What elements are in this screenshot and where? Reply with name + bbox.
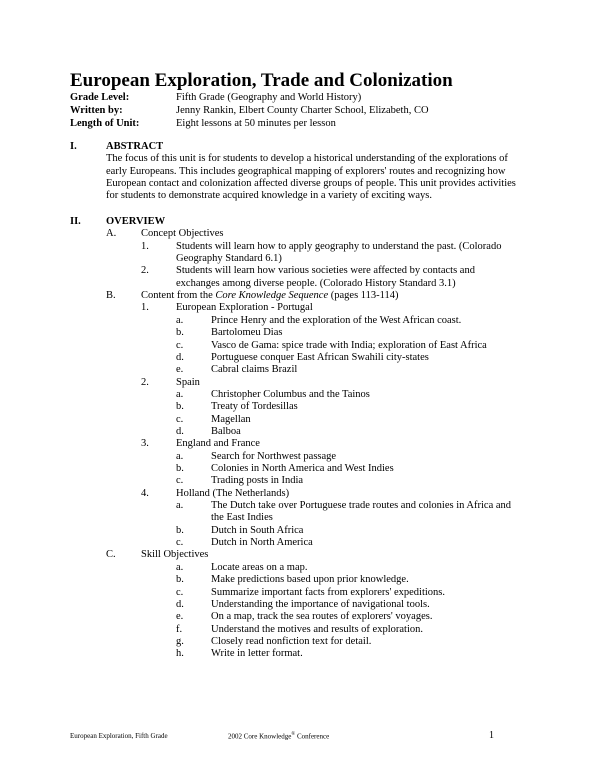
- concept-objective-line: Geography Standard 6.1): [176, 253, 282, 265]
- outline-sub-letter: d.: [176, 598, 184, 610]
- content-item: Bartolomeu Dias: [211, 327, 283, 339]
- content-item: The Dutch take over Portuguese trade routes and colonies in Africa and: [211, 500, 512, 512]
- content-item: Vasco de Gama: spice trade with India; exploration of East Africa: [211, 339, 487, 351]
- outline-number: 1.: [141, 240, 149, 252]
- skill-objective-item: Make predictions based upon prior knowledge.: [211, 574, 409, 586]
- outline-sub-letter: g.: [176, 635, 184, 647]
- outline-sub-letter: f.: [176, 623, 183, 635]
- outline-sub-letter: b.: [176, 327, 184, 339]
- section-heading-abstract: ABSTRACT: [106, 141, 164, 152]
- outline-sub-letter: c.: [176, 339, 184, 351]
- grade-level-row: [70, 91, 429, 104]
- outline-sub-letter: c.: [176, 413, 184, 425]
- content-item: Portuguese conquer East African Swahili city-states: [211, 351, 429, 363]
- content-item: Balboa: [211, 425, 241, 437]
- content-item: Trading posts in India: [211, 475, 304, 487]
- outline-sub-letter: b.: [176, 401, 184, 413]
- registered-mark: ®: [291, 732, 296, 737]
- footer-center-suffix: Conference: [295, 732, 330, 741]
- outline-sub-letter: a.: [176, 314, 184, 326]
- abstract-line: European contact and colonization affected diverse groups of people. This unit provides activities: [106, 178, 516, 190]
- abstract-line: for students to demonstrate acquired knowledge in a variety of exciting ways.: [106, 190, 432, 202]
- skill-objective-item: Understand the motives and results of exploration.: [211, 623, 423, 635]
- section-number: II.: [70, 216, 81, 227]
- outline-letter: B.: [106, 290, 116, 302]
- outline-number: 4.: [141, 487, 149, 499]
- skill-objective-item: Summarize important facts from explorers' expeditions.: [211, 586, 445, 598]
- content-item: Prince Henry and the exploration of the West African coast.: [211, 314, 462, 326]
- concept-objective-line: exchanges among diverse people. (Colorado History Standard 3.1): [176, 277, 456, 289]
- outline-letter: A.: [106, 228, 117, 240]
- skill-objective-item: Locate areas on a map.: [211, 561, 308, 573]
- concept-objective-line: Students will learn how various societies were affected by contacts and: [176, 265, 475, 277]
- abstract-line: The focus of this unit is for students to develop a historical understanding of the explorations of: [106, 153, 508, 165]
- skill-objectives-label: Skill Objectives: [141, 549, 209, 561]
- skill-objective-item: On a map, track the sea routes of explorers' voyages.: [211, 611, 433, 623]
- page-number: 1: [489, 730, 494, 741]
- outline-sub-letter: b.: [176, 463, 184, 474]
- content-item: Search for Northwest passage: [211, 450, 337, 462]
- unit-metadata: [70, 91, 429, 130]
- grade-level-value: Fifth Grade (Geography and World History): [176, 92, 362, 103]
- skill-objective-item: Closely read nonfiction text for detail.: [211, 635, 372, 647]
- footer-left: European Exploration, Fifth Grade: [70, 732, 168, 740]
- concept-objective-line: Students will learn how to apply geography to understand the past. (Colorado: [176, 240, 502, 252]
- content-group-label: European Exploration - Portugal: [176, 302, 313, 314]
- outline-letter: C.: [106, 549, 116, 561]
- content-item: Colonies in North America and West Indies: [211, 463, 394, 474]
- outline-sub-letter: c.: [176, 475, 184, 487]
- sequence-title: Core Knowledge Sequence: [215, 290, 329, 302]
- outline-number: 2.: [141, 376, 149, 388]
- outline-sub-letter: b.: [176, 574, 184, 586]
- skill-objective-item: Understanding the importance of navigational tools.: [211, 598, 430, 610]
- content-item: Christopher Columbus and the Tainos: [211, 388, 370, 400]
- outline-number: 3.: [141, 438, 149, 450]
- outline-sub-letter: a.: [176, 388, 184, 400]
- content-item: Treaty of Tordesillas: [211, 401, 298, 413]
- outline-sub-letter: c.: [176, 537, 184, 549]
- outline-sub-letter: d.: [176, 425, 184, 437]
- outline-sub-letter: e.: [176, 611, 184, 623]
- outline-sub-letter: e.: [176, 364, 184, 376]
- section-heading-overview: OVERVIEW: [106, 216, 166, 227]
- outline-sub-letter: a.: [176, 450, 184, 462]
- abstract-line: early Europeans. This includes geographical mapping of explorers' routes and recognizing how: [106, 165, 506, 177]
- written-by-row: [70, 104, 429, 117]
- length-label: Length of Unit:: [70, 118, 140, 129]
- footer-center-text: 2002 Core Knowledge: [228, 732, 292, 741]
- written-by-label: Written by:: [70, 105, 123, 116]
- length-row: [70, 117, 429, 130]
- written-by-value: Jenny Rankin, Elbert County Charter School, Elizabeth, CO: [176, 105, 429, 116]
- concept-objectives-label: Concept Objectives: [141, 228, 224, 240]
- content-label: Content from the Core Knowledge Sequence (pages 113-114): [141, 290, 399, 302]
- content-group-label: Spain: [176, 376, 200, 388]
- outline-number: 2.: [141, 265, 149, 277]
- outline-sub-letter: h.: [176, 648, 184, 660]
- content-item: the East Indies: [211, 512, 273, 524]
- grade-level-label: Grade Level:: [70, 92, 130, 103]
- content-group-label: England and France: [176, 438, 260, 450]
- length-value: Eight lessons at 50 minutes per lesson: [176, 118, 336, 129]
- outline-number: 1.: [141, 302, 149, 314]
- content-item: Dutch in South Africa: [211, 524, 304, 536]
- skill-objective-item: Write in letter format.: [211, 648, 303, 660]
- section-number: I.: [70, 141, 77, 152]
- content-item: Magellan: [211, 413, 251, 425]
- outline-sub-letter: b.: [176, 524, 184, 536]
- outline-sub-letter: d.: [176, 351, 184, 363]
- outline-sub-letter: c.: [176, 586, 184, 598]
- outline-sub-letter: a.: [176, 500, 184, 512]
- content-item: Cabral claims Brazil: [211, 364, 298, 376]
- outline-sub-letter: a.: [176, 561, 184, 573]
- content-item: Dutch in North America: [211, 537, 313, 549]
- footer-center: [228, 732, 329, 740]
- document-title: European Exploration, Trade and Colonization: [70, 70, 453, 91]
- content-group-label: Holland (The Netherlands): [176, 487, 290, 499]
